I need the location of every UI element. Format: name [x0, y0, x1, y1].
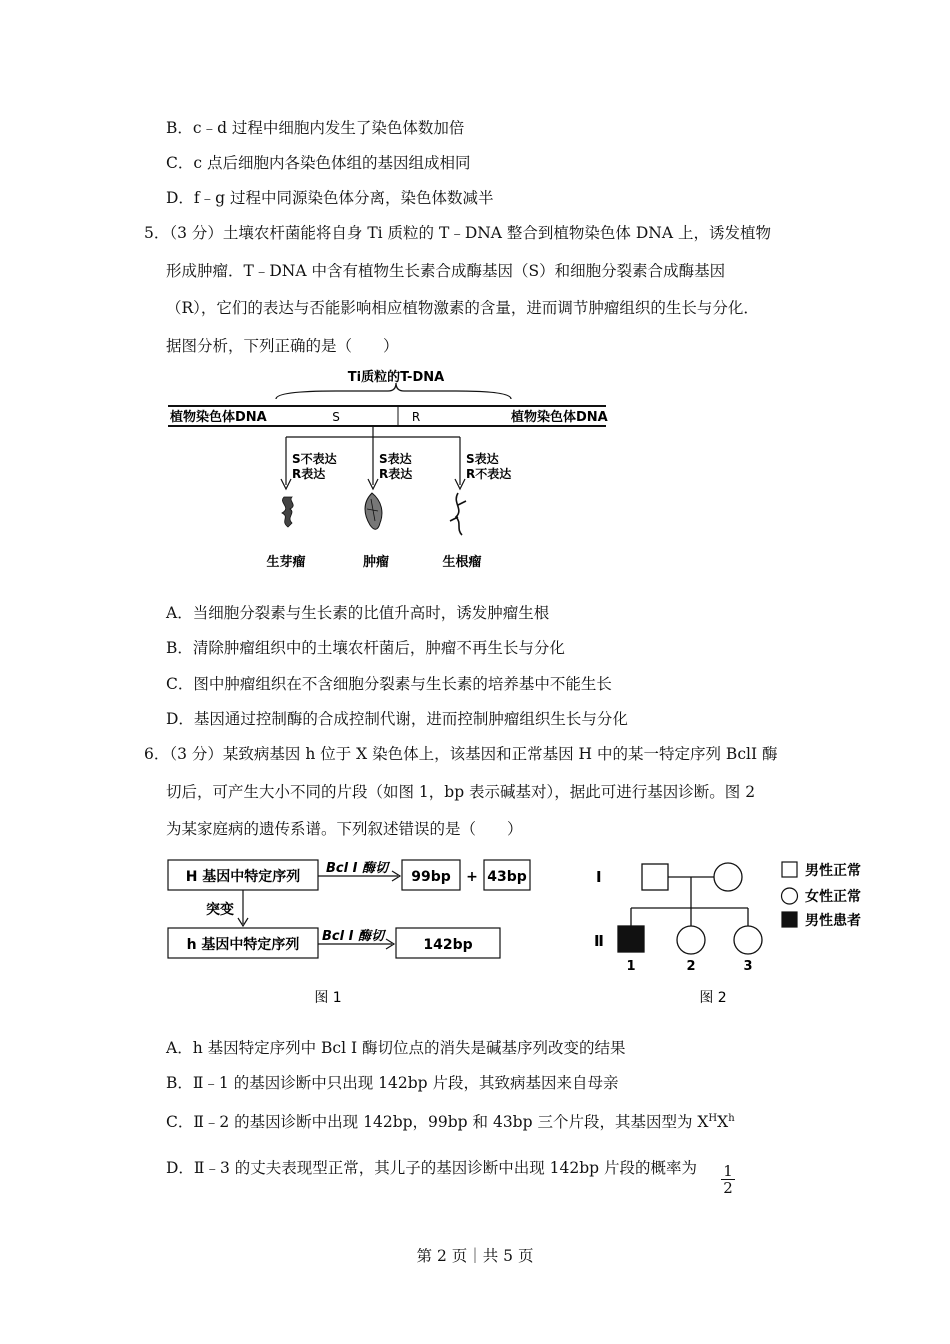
q5-stem-line4: 据图分析，下列正确的是（ ）: [166, 337, 399, 355]
chromosome-dna-left-label: 植物染色体DNA: [170, 410, 267, 425]
tdna-brace: [276, 383, 511, 399]
q4-option-b: B．c﹣d 过程中细胞内发生了染色体数加倍: [166, 119, 465, 137]
chromosome-dna-right-label: 植物染色体DNA: [511, 410, 608, 425]
q6-stem-line3: 为某家庭病的遗传系谱。下列叙述错误的是（ ）: [166, 820, 523, 838]
result-tumor: 肿瘤: [362, 555, 390, 570]
gen1-mother-normal-female: [714, 863, 742, 891]
fragment-99bp: 99bp: [411, 869, 451, 885]
tdna-title: Ti质粒的T-DNA: [347, 370, 445, 385]
q6-option-c: C．Ⅱ﹣2 的基因诊断中出现 142bp，99bp 和 43bp 三个片段，其基因型为 $X^HX^h$: [166, 1113, 735, 1131]
q5-option-d: D．基因通过控制酶的合成控制代谢，进而控制肿瘤组织生长与分化: [166, 710, 628, 728]
legend-normal-female: 女性正常: [805, 889, 861, 905]
individual-number-2: 2: [686, 959, 696, 974]
q5-stem-line1: 5．（3 分）土壤农杆菌能将自身 Ti 质粒的 T﹣DNA 整合到植物染色体 DNA 上，诱发植物: [144, 224, 771, 242]
result-shoot-tumor: 生芽瘤: [266, 555, 306, 570]
q6-option-b: B．Ⅱ﹣1 的基因诊断中只出现 142bp 片段，其致病基因来自母亲: [166, 1074, 619, 1092]
page-footer: 第 2 页｜共 5 页: [416, 1247, 534, 1265]
q5-stem-line3: （R），它们的表达与否能影响相应植物激素的含量，进而调节肿瘤组织的生长与分化．: [166, 299, 759, 317]
q6-stem-line2: 切后，可产生大小不同的片段（如图 1，bp 表示碱基对），据此可进行基因诊断。图 2: [166, 783, 756, 801]
shoot-tumor-icon: [282, 497, 293, 527]
root-tumor-icon: [450, 493, 466, 535]
q5-option-b: B．清除肿瘤组织中的土壤农杆菌后，肿瘤不再生长与分化: [166, 639, 565, 657]
branch3-line2: R不表达: [466, 467, 512, 481]
legend-normal-male: 男性正常: [805, 863, 861, 879]
q6-figure1-diagram: [166, 850, 536, 1010]
legend-affected-male-icon: [782, 912, 797, 927]
fraction-one-half: $\frac{1}{2}$: [721, 1163, 735, 1196]
q5-stem-line2: 形成肿瘤．T﹣DNA 中含有植物生长素合成酶基因（S）和细胞分裂素合成酶基因: [166, 262, 726, 280]
box-h-gene-sequence: H 基因中特定序列: [185, 869, 301, 885]
enzyme-label-1: Bcl Ⅰ 酶切: [326, 861, 388, 876]
enzyme-label-2: Bcl Ⅰ 酶切: [322, 929, 384, 944]
individual-number-3: 3: [743, 959, 753, 974]
fragment-142bp: 142bp: [423, 937, 473, 953]
gen2-3-normal-female: [734, 926, 762, 954]
fragment-43bp: 43bp: [487, 869, 527, 885]
branch3-line1: S表达: [466, 452, 499, 466]
mutation-label: 突变: [206, 902, 234, 918]
branch1-line1: S不表达: [292, 452, 337, 466]
gene-r-label: R: [411, 410, 421, 424]
q4-option-d: D．f﹣g 过程中同源染色体分离，染色体数减半: [166, 189, 494, 207]
figure2-caption: 图 2: [699, 990, 727, 1006]
q5-option-a: A．当细胞分裂素与生长素的比值升高时，诱发肿瘤生根: [166, 604, 550, 622]
branch2-line1: S表达: [379, 452, 412, 466]
gene-s-label: S: [332, 410, 340, 424]
gen2-2-normal-female: [677, 926, 705, 954]
gen1-father-normal-male: [642, 864, 668, 890]
individual-number-1: 1: [626, 959, 636, 974]
q6-figure2-pedigree: [586, 850, 886, 1010]
gen2-1-affected-male: [618, 926, 644, 952]
box-h-mutant-gene-sequence: h 基因中特定序列: [186, 937, 300, 953]
q5-tdna-figure: [166, 365, 626, 580]
figure1-caption: 图 1: [314, 990, 342, 1006]
generation-2-label: Ⅱ: [594, 932, 604, 950]
legend-normal-male-icon: [782, 862, 797, 877]
q6-option-a: A．h 基因特定序列中 Bcl Ⅰ 酶切位点的消失是碱基序列改变的结果: [166, 1039, 626, 1057]
q5-option-c: C．图中肿瘤组织在不含细胞分裂素与生长素的培养基中不能生长: [166, 675, 612, 693]
branch1-line2: R表达: [292, 467, 326, 481]
q6-option-d: D．Ⅱ﹣3 的丈夫表现型正常，其儿子的基因诊断中出现 142bp 片段的概率为: [166, 1159, 698, 1177]
result-root-tumor: 生根瘤: [442, 555, 482, 570]
generation-1-label: Ⅰ: [596, 868, 602, 886]
plus-sign: +: [466, 869, 478, 885]
branch2-line2: R表达: [379, 467, 413, 481]
q4-option-c: C．c 点后细胞内各染色体组的基因组成相同: [166, 154, 471, 172]
legend-affected-male: 男性患者: [805, 913, 861, 929]
legend-normal-female-icon: [782, 888, 798, 904]
q6-stem-line1: 6．（3 分）某致病基因 h 位于 X 染色体上，该基因和正常基因 H 中的某一特定序列 BclI 酶: [144, 745, 778, 763]
